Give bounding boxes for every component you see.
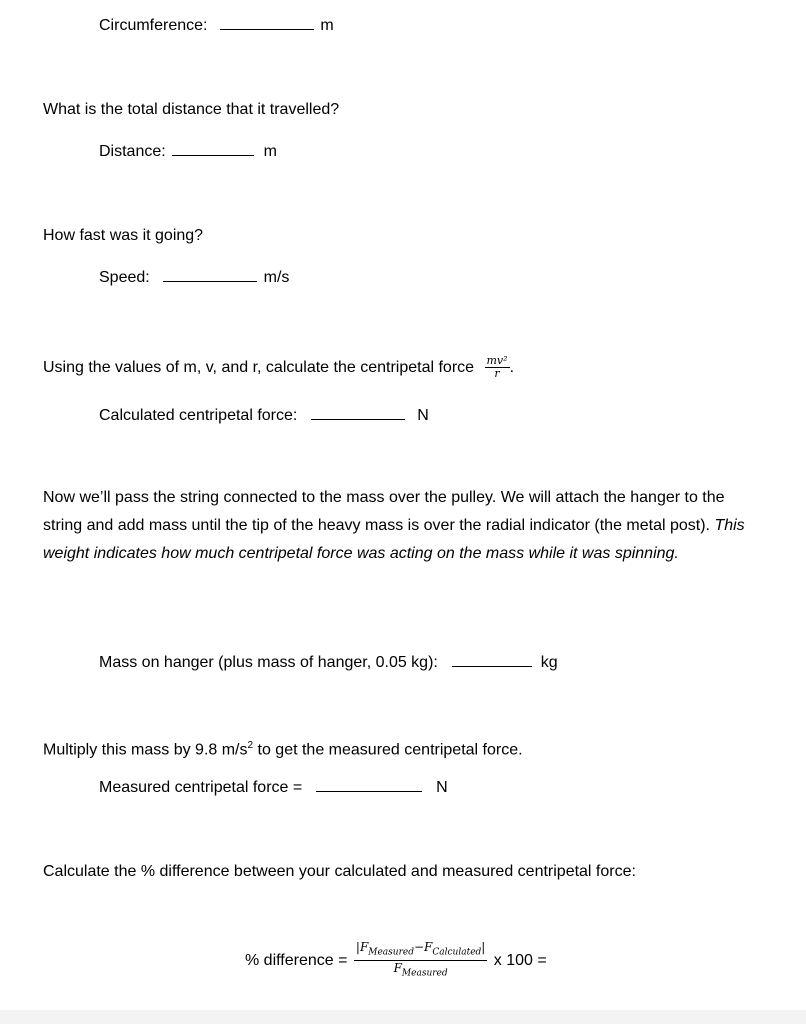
distance-answer-blank[interactable] — [172, 143, 254, 156]
f-calculated-symbol: F — [424, 940, 433, 954]
question-multiply — [43, 736, 523, 760]
instructions-text: Now we’ll pass the string connected to the mass over the pulley. We will attach the hanger to the string and add mass until the tip of the heavy mass is over the radial indicator (the metal post). — [43, 489, 725, 534]
calculated-force-label: Calculated centripetal force: — [99, 407, 298, 424]
question-distance: What is the total distance that it travelled? — [43, 101, 340, 118]
f-measured-subscript: Measured — [368, 947, 414, 958]
instructions-italic-text: This weight indicates how much centripetal force was acting on the mass while it was spinning. — [43, 517, 745, 562]
difference-fraction — [354, 940, 487, 982]
f-measured-denominator-symbol: F — [393, 961, 402, 976]
hanger-mass-unit: kg — [540, 654, 558, 671]
calculated-force-unit: N — [417, 407, 429, 424]
measured-force-answer-blank[interactable] — [316, 779, 422, 792]
f-calculated-subscript: Calculated — [432, 947, 482, 958]
force-formula-numerator: mv² — [486, 354, 508, 368]
question-speed: How fast was it going? — [43, 227, 204, 244]
hanger-mass-row — [99, 653, 558, 673]
difference-label: % difference = — [245, 952, 348, 970]
force-formula-denominator: r — [494, 367, 500, 381]
measured-force-label: Measured centripetal force = — [99, 779, 303, 796]
speed-row — [99, 268, 289, 288]
circumference-answer-blank[interactable] — [220, 17, 314, 30]
distance-row — [99, 142, 277, 162]
multiply-text-start: Multiply this mass by 9.8 m/s — [43, 741, 248, 759]
hanger-mass-label: Mass on hanger (plus mass of hanger, 0.05 kg): — [99, 654, 438, 671]
question-centripetal-force — [43, 349, 514, 387]
distance-unit: m — [263, 143, 277, 160]
circumference-row — [99, 16, 334, 36]
circumference-unit: m — [320, 17, 334, 34]
speed-label: Speed: — [99, 269, 150, 286]
distance-label: Distance: — [99, 143, 166, 160]
calculated-force-answer-blank[interactable] — [311, 407, 405, 420]
difference-tail: x 100 = — [493, 952, 547, 970]
speed-unit: m/s — [263, 269, 290, 286]
question-force-text: Using the values of m, v, and r, calculate the centripetal force — [43, 359, 475, 376]
f-measured-symbol: F — [359, 940, 369, 954]
circumference-label: Circumference: — [99, 17, 208, 34]
minus-sign: − — [413, 940, 425, 954]
multiply-exponent: 2 — [247, 740, 254, 751]
speed-answer-blank[interactable] — [163, 269, 257, 282]
hanger-mass-answer-blank[interactable] — [452, 654, 532, 667]
difference-denominator — [354, 961, 487, 981]
f-measured-denominator-subscript: Measured — [401, 968, 448, 979]
measured-force-row — [99, 778, 448, 798]
force-formula — [485, 355, 510, 380]
force-formula-period: . — [509, 359, 515, 376]
measured-force-unit: N — [436, 779, 448, 796]
multiply-text-end: to get the measured centripetal force. — [253, 741, 523, 759]
calculated-force-row — [99, 406, 429, 426]
difference-formula-row — [245, 940, 547, 982]
difference-numerator: $|F_{Measured}-F_{Calculated}|$ — [354, 940, 487, 961]
question-difference: Calculate the % difference between your calculated and measured centripetal force: — [43, 863, 636, 880]
page-bottom-edge — [0, 1010, 806, 1024]
instructions-paragraph — [43, 484, 768, 568]
